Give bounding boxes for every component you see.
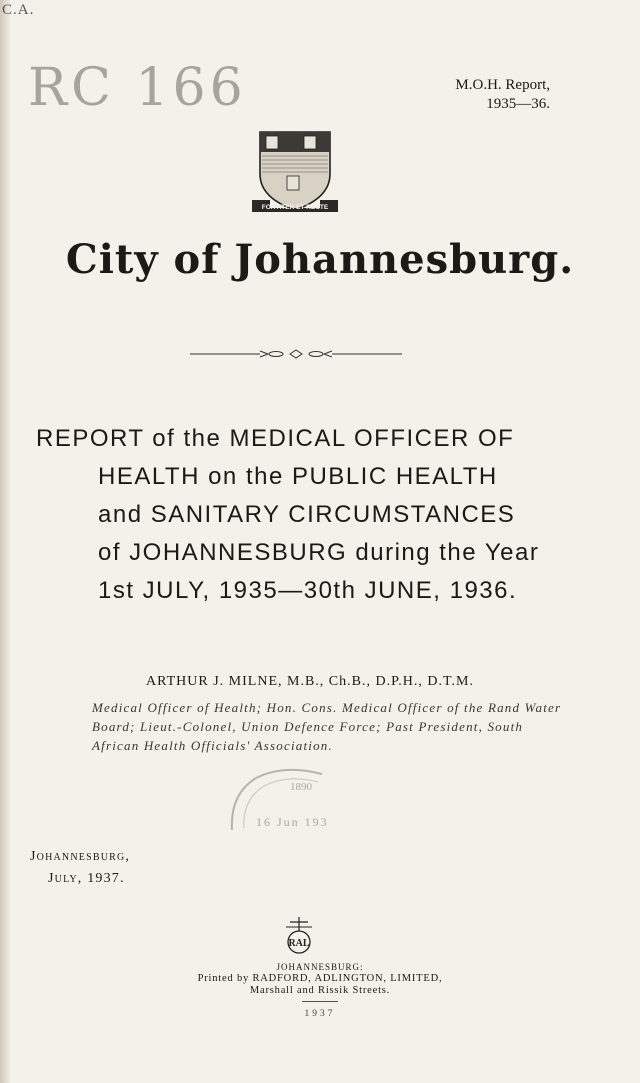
library-stamp-icon	[226, 764, 346, 836]
report-reference	[455, 76, 550, 114]
printer-line: Printed by RADFORD, ADLINGTON, LIMITED,	[197, 973, 443, 984]
report-title-line: 1st JULY, 1935—30th JUNE, 1936.	[98, 577, 518, 604]
report-reference-line2: 1935—36.	[486, 96, 550, 112]
author-description	[92, 698, 572, 755]
printer-imprint	[0, 961, 640, 1020]
printer-line: Marshall and Rissik Streets.	[249, 985, 391, 996]
report-title-line: HEALTH on the PUBLIC HEALTH	[98, 463, 498, 490]
page-gutter-shadow	[0, 0, 10, 1083]
report-reference-line1: M.O.H. Report,	[455, 77, 550, 93]
ornamental-rule-icon	[190, 348, 402, 360]
printer-mark-icon	[284, 917, 314, 955]
publication-place: Johannesburg,	[30, 849, 131, 864]
author-description-line: Board; Lieut.-Colonel, Union Defence Force; Past President, South	[92, 719, 524, 734]
report-title-line: of JOHANNESBURG during the Year	[98, 539, 540, 566]
author-name: ARTHUR J. MILNE, M.B., Ch.B., D.P.H., D.T.M.	[146, 674, 474, 689]
imprint-divider	[302, 1001, 338, 1002]
coat-of-arms-icon	[250, 126, 340, 216]
report-title-line: and SANITARY CIRCUMSTANCES	[98, 501, 516, 528]
report-title	[36, 420, 616, 610]
author-description-line: African Health Officials' Association.	[92, 738, 333, 753]
city-title: City of Johannesburg.	[65, 236, 575, 283]
margin-note: C.A.	[2, 2, 35, 18]
printer-year: 1937	[304, 1009, 336, 1019]
pencil-reference-mark: RC 166	[28, 58, 247, 118]
stamp-line1: 1890	[290, 781, 312, 793]
author-description-line: Medical Officer of Health; Hon. Cons. Medical Officer of the Rand Water	[92, 700, 562, 715]
publication-date: July, 1937.	[48, 871, 125, 886]
report-title-line: REPORT of the MEDICAL OFFICER OF	[36, 425, 515, 452]
printer-city: JOHANNESBURG:	[276, 962, 364, 972]
stamp-line2: 16 Jun 193	[256, 815, 329, 829]
svg-text:RAL: RAL	[288, 938, 310, 949]
crest-motto: FORTITER ET RECTE	[261, 204, 329, 211]
